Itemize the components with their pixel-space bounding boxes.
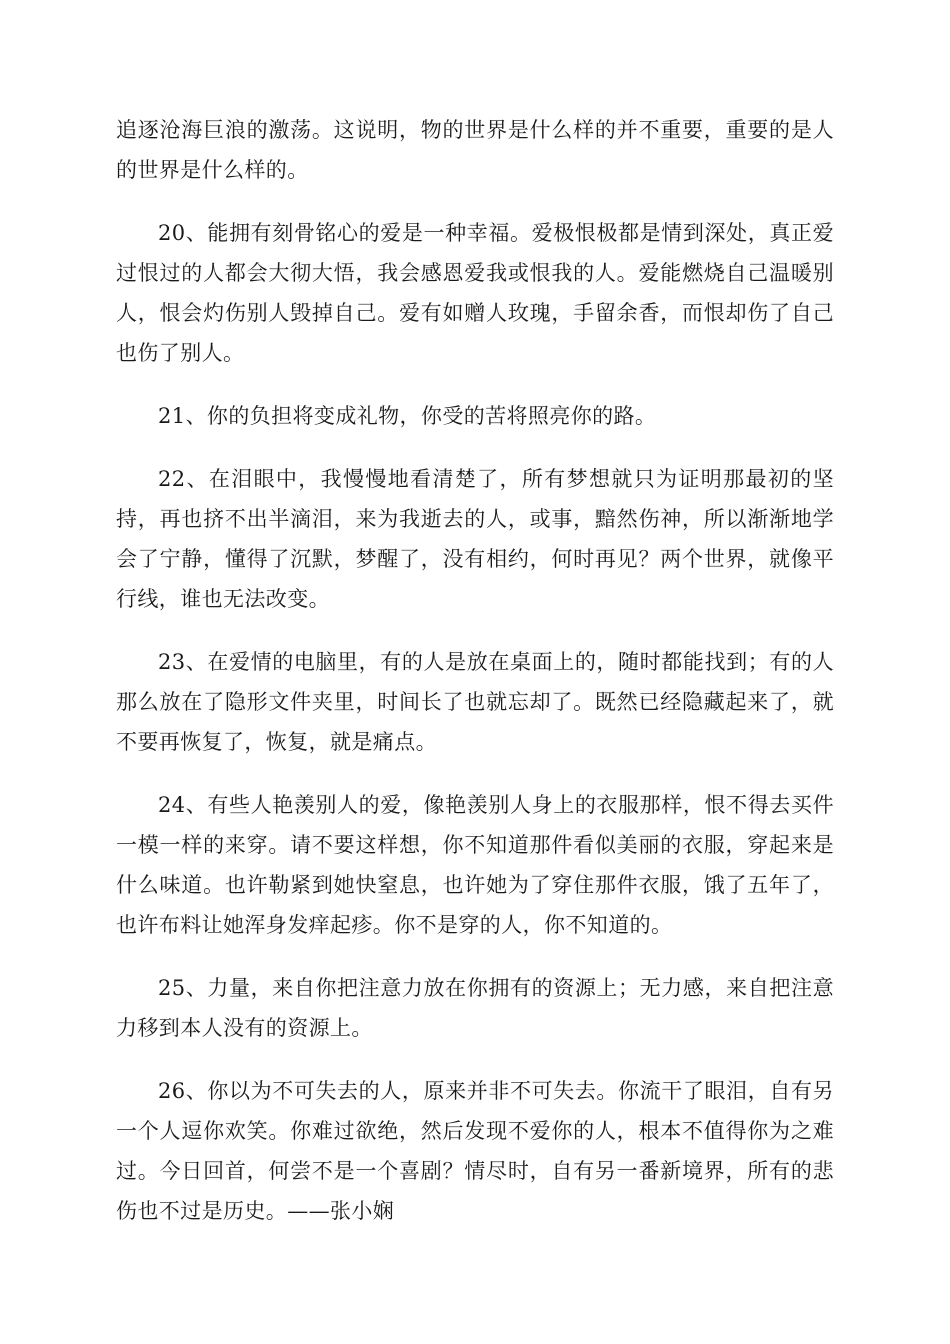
- paragraph-quote-25: 25、力量，来自你把注意力放在你拥有的资源上；无力感，来自把注意力移到本人没有的资源上。: [116, 976, 834, 1040]
- document-body: [116, 110, 834, 1254]
- paragraph-quote-23: 23、在爱情的电脑里，有的人是放在桌面上的，随时都能找到；有的人那么放在了隐形文件夹里，时间长了也就忘却了。既然已经隐藏起来了，就不要再恢复了，恢复，就是痛点。: [116, 650, 834, 754]
- paragraph-continuation: 追逐沧海巨浪的激荡。这说明，物的世界是什么样的并不重要，重要的是人的世界是什么样的。: [116, 118, 834, 182]
- paragraph-quote-26: 26、你以为不可失去的人，原来并非不可失去。你流干了眼泪，自有另一个人逗你欢笑。你难过欲绝，然后发现不爱你的人，根本不值得你为之难过。今日回首，何尝不是一个喜剧？情尽时，自有另一番新境界，所有的悲伤也不过是历史。——张小娴: [116, 1079, 834, 1223]
- paragraph-quote-22: 22、在泪眼中，我慢慢地看清楚了，所有梦想就只为证明那最初的坚持，再也挤不出半滴泪，来为我逝去的人，或事，黯然伤神，所以渐渐地学会了宁静，懂得了沉默，梦醒了，没有相约，何时再见？两个世界，就像平行线，谁也无法改变。: [116, 467, 834, 611]
- paragraph-quote-21: 21、你的负担将变成礼物，你受的苦将照亮你的路。: [158, 404, 657, 428]
- paragraph-quote-24: 24、有些人艳羡别人的爱，像艳羡别人身上的衣服那样，恨不得去买件一模一样的来穿。请不要这样想，你不知道那件看似美丽的衣服，穿起来是什么味道。也许勒紧到她快窒息，也许她为了穿住那件衣服，饿了五年了，也许布料让她浑身发痒起疹。你不是穿的人，你不知道的。: [116, 793, 834, 937]
- paragraph-quote-20: 20、能拥有刻骨铭心的爱是一种幸福。爱极恨极都是情到深处，真正爱过恨过的人都会大彻大悟，我会感恩爱我或恨我的人。爱能燃烧自己温暖别人，恨会灼伤别人毁掉自己。爱有如赠人玫瑰，手留余香，而恨却伤了自己也伤了别人。: [116, 221, 834, 365]
